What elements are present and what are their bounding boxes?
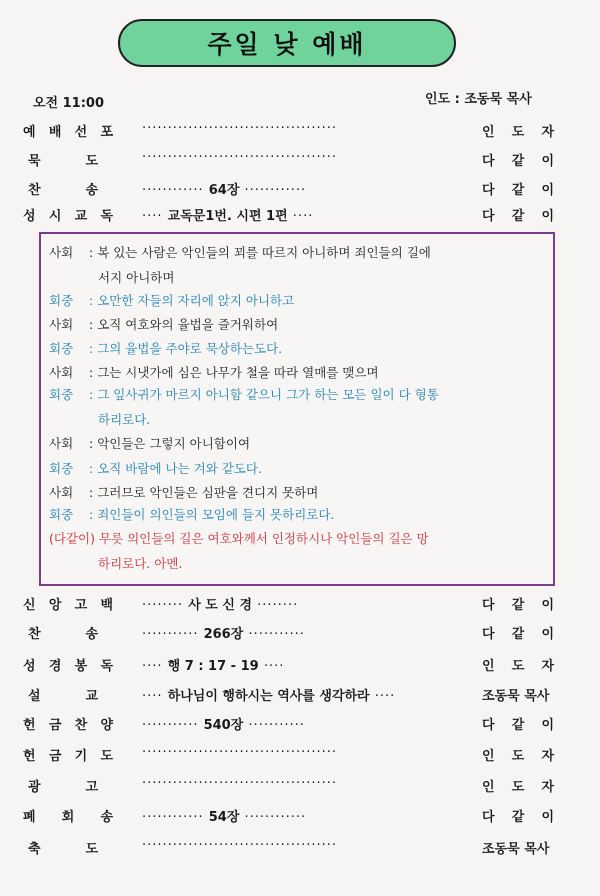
reading-text: 그는 시냇가에 심은 나무가 철을 따라 열매를 맺으며 [97, 365, 379, 380]
service-item-leader: 인 도 자 [482, 749, 554, 764]
service-item-detail: ······································ [142, 776, 338, 791]
service-row [0, 655, 600, 679]
service-item-detail: ······································ [142, 745, 338, 760]
reading-speaker: 사회 [49, 365, 74, 380]
reading-line: 사회 : 그는 시냇가에 심은 나무가 철을 따라 열매를 맺으며 [49, 365, 379, 380]
reading-text: 오직 바람에 나는 겨와 같도다. [97, 461, 262, 476]
service-item-label: 축 도 [28, 842, 98, 857]
service-item-label: 성 경 봉 독 [23, 659, 113, 674]
service-leader: 인도 : 조동묵 목사 [425, 92, 532, 107]
service-item-leader: 다 같 이 [482, 154, 554, 169]
reading-text: 오만한 자들의 자리에 앉지 아니하고 [97, 293, 295, 308]
reading-text: 죄인들이 의인들의 모임에 들지 못하리로다. [97, 507, 335, 522]
reading-speaker: 사회 [49, 245, 74, 260]
service-item-detail: ······································ [142, 121, 338, 136]
service-row [0, 150, 600, 174]
service-item-detail: ··········· 540장 ··········· [142, 718, 305, 733]
responsive-reading-box [39, 232, 555, 586]
service-item-leader: 다 같 이 [482, 718, 554, 733]
reading-line: 사회 : 오직 여호와의 율법을 즐거워하여 [49, 317, 279, 332]
reading-speaker: 사회 [49, 485, 74, 500]
service-time: 오전 11:00 [33, 96, 105, 111]
reading-line: 회중 : 죄인들이 의인들의 모임에 들지 못하리로다. [49, 507, 335, 522]
reading-line [49, 410, 150, 428]
reading-text: 그 잎사귀가 마르지 아니함 같으니 그가 하는 모든 일이 다 형통 [97, 387, 439, 402]
service-item-leader: 다 같 이 [482, 598, 554, 613]
service-item-label: 찬 송 [28, 627, 98, 642]
reading-text: 하리로다. [98, 412, 151, 427]
service-item-leader: 인 도 자 [482, 659, 554, 674]
service-row [0, 745, 600, 769]
reading-speaker: 사회 [49, 317, 74, 332]
service-item-detail: ············ 64장 ············ [142, 183, 307, 198]
service-item-label: 묵 도 [28, 154, 98, 169]
service-item-leader: 다 같 이 [482, 810, 554, 825]
reading-speaker: (다같이) [49, 531, 95, 546]
service-item-label: 헌 금 찬 양 [23, 718, 113, 733]
reading-line [49, 529, 429, 547]
service-row [0, 806, 600, 830]
service-item-detail: ···· 행 7 : 17 - 19 ···· [142, 659, 285, 674]
service-item-detail: ··········· 266장 ··········· [142, 627, 305, 642]
service-item-detail: ············ 54장 ············ [142, 810, 307, 825]
service-item-label: 신 앙 고 백 [23, 598, 113, 613]
service-item-leader: 다 같 이 [482, 183, 554, 198]
reading-text: 악인들은 그렇지 아니함이여 [97, 436, 251, 451]
reading-speaker: 회중 [49, 387, 74, 402]
reading-line: 사회 : 그러므로 악인들은 심판을 견디지 못하며 [49, 485, 319, 500]
reading-line [49, 268, 174, 286]
reading-text: 그러므로 악인들은 심판을 견디지 못하며 [97, 485, 319, 500]
service-item-label: 설 교 [28, 689, 98, 704]
service-row [0, 685, 600, 709]
reading-line [49, 554, 182, 572]
reading-text: 복 있는 사람은 악인들의 꾀를 따르지 아니하며 죄인들의 길에 [97, 245, 431, 260]
service-row [0, 623, 600, 647]
service-item-detail: ···· 하나님이 행하시는 역사를 생각하라 ···· [142, 689, 396, 704]
service-item-label: 성 시 교 독 [23, 209, 113, 224]
service-item-leader: 조동묵 목사 [482, 689, 550, 704]
service-item-label: 광 고 [28, 780, 98, 795]
reading-text: 오직 여호와의 율법을 즐거워하여 [97, 317, 279, 332]
service-item-label: 찬 송 [28, 183, 98, 198]
reading-text: 하리로다. 아멘. [98, 556, 183, 571]
service-row [0, 594, 600, 618]
reading-speaker: 사회 [49, 436, 74, 451]
service-item-leader: 다 같 이 [482, 209, 554, 224]
reading-line: 회중 : 그 잎사귀가 마르지 아니함 같으니 그가 하는 모든 일이 다 형통 [49, 387, 439, 402]
reading-line: 회중 : 그의 율법을 주야로 묵상하는도다. [49, 341, 283, 356]
service-item-leader: 조동묵 목사 [482, 842, 550, 857]
service-row [0, 179, 600, 203]
service-item-detail: ······································ [142, 150, 338, 165]
service-item-leader: 다 같 이 [482, 627, 554, 642]
reading-text: 무릇 의인들의 길은 여호와께서 인정하시나 악인들의 길은 망 [98, 531, 429, 546]
reading-text: 그의 율법을 주야로 묵상하는도다. [97, 341, 283, 356]
service-row [0, 121, 600, 145]
service-row [0, 776, 600, 800]
service-item-label: 폐 회 송 [23, 810, 113, 825]
service-item-leader: 인 도 자 [482, 125, 554, 140]
reading-speaker: 회중 [49, 461, 74, 476]
service-item-label: 예 배 선 포 [23, 125, 113, 140]
reading-speaker: 회중 [49, 507, 74, 522]
page-title: 주일 낮 예배 [118, 19, 456, 67]
service-item-detail: ···· 교독문1번. 시편 1편 ···· [142, 209, 314, 224]
service-item-detail: ······································ [142, 838, 338, 853]
service-row [0, 205, 600, 229]
reading-line: 회중 : 오직 바람에 나는 겨와 같도다. [49, 461, 262, 476]
reading-speaker: 회중 [49, 341, 74, 356]
reading-speaker: 회중 [49, 293, 74, 308]
service-item-leader: 인 도 자 [482, 780, 554, 795]
service-row [0, 838, 600, 862]
reading-line: 사회 : 악인들은 그렇지 아니함이여 [49, 436, 251, 451]
reading-text: 서지 아니하며 [98, 270, 175, 285]
service-row [0, 714, 600, 738]
reading-line: 회중 : 오만한 자들의 자리에 앉지 아니하고 [49, 293, 295, 308]
service-item-label: 헌 금 기 도 [23, 749, 113, 764]
reading-line: 사회 : 복 있는 사람은 악인들의 꾀를 따르지 아니하며 죄인들의 길에 [49, 245, 431, 260]
service-item-detail: ········ 사 도 신 경 ········ [142, 598, 299, 613]
